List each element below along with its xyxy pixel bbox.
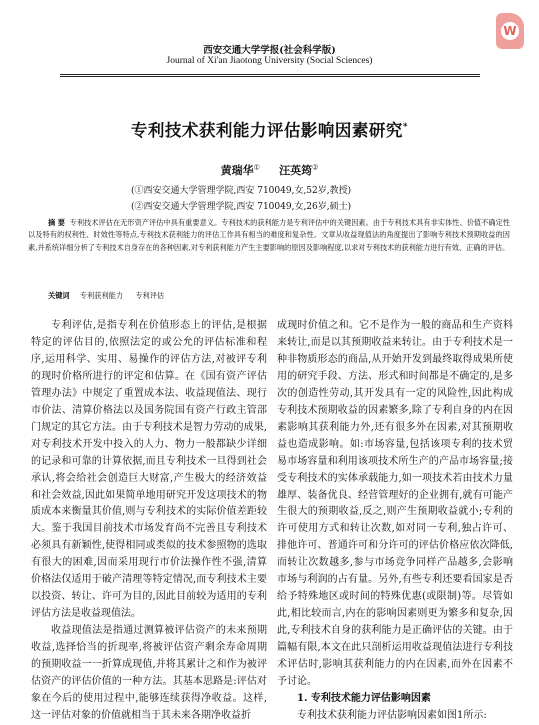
abstract	[28, 217, 510, 254]
keyword-item: 专利获利能力	[79, 291, 124, 300]
section-heading: 1. 专利技术能力评估影响因素	[297, 692, 431, 704]
body-paragraph: 专利技术获利能力评估影响因素如图1所示:	[297, 709, 487, 721]
author-1: 黄瑞华	[220, 164, 254, 177]
body-column-left	[31, 318, 267, 725]
author-line: 黄瑞华① 汪英筠②	[220, 163, 319, 177]
title-footnote-mark: *	[402, 122, 409, 133]
paper-title: 专利技术获利能力评估影响因素研究*	[130, 121, 409, 140]
body-column-right	[277, 318, 513, 725]
keyword-item: 专利评估	[135, 291, 165, 300]
header-rule-bottom	[60, 76, 480, 77]
keywords-label: 关键词	[48, 291, 70, 300]
affiliation-2: (②西安交通大学管理学院,西安 710049,女,26岁,硕士)	[131, 202, 352, 212]
header-rule-top	[60, 74, 480, 75]
affiliation-1: (①西安交通大学管理学院,西安 710049,女,52岁,教授)	[131, 186, 352, 196]
author-2: 汪英筠	[279, 164, 313, 177]
body-paragraph: 成现时价值之和。它不是作为一般的商品和生产资料来转让,而是以其预期收益来转让。由于专利技术是一种非物质形态的商品,从开始开发到最终取得成果所使用的研究手段、方法、形式和时间都是不确定的,是多次的创造性劳动,其开发具有一定的风险性,因此构成专利技术预期收益的因素繁多,除了专利自身的内在因素影响其获利能力外,还有很多外在因素,对其预期收益也造成影响。如:市场容量,包括该项专利的技术贸易市场容量和利用该项技术所生产的产品市场容量;接受专利技术的实体承载能力,如一项技术若由技术力量雄厚、装备优良、经营管理好的企业拥有,就有可能产生很大的预期收益,反之,则产生预期收益就小;专利的许可使用方式和转让次数,如对同一专利,独占许可、排他许可、普通许可和分许可的评估价格应依次降低,而转让次数越多,参与市场竞争同样产品越多,会影响市场与利润的占有量。另外,有些专利还要看国家是否给予特殊地区或时间的特殊优惠(或限制)等。尽管如此,相比较而言,内在的影响因素则更为繁多和复杂,因此,专利技术自身的获利能力是正确评估的关键。由于篇幅有限,本文在此只剖析运用收益现值法进行专利技术评估时,影响其获利能力的内在因素,而外在因素不予讨论。	[277, 320, 513, 688]
abstract-label: 摘 要	[48, 218, 65, 227]
journal-title-en: Journal of Xi'an Jiaotong University (Social Sciences)	[166, 56, 373, 66]
abstract-text: 专利技术评估在无形资产评估中具有重要意义。专利技术的获利能力是专利评估中的关键因素。由于专利技术具有非实体性、价值不确定性以及特有的权利性、时效性等特点,专利技术获利能力的评估工作具有相当的难度和复杂性。文章从收益现值法的角度提出了影响专利技术预期收益的因素,并系统详细分析了专利技术自身存在的各种因素,对专利获利能力产生主要影响的原因及影响程度,以求对专利技术的获利能力进行有效、正确的评估。	[28, 218, 510, 252]
keywords	[48, 291, 174, 301]
w-letter-icon: W	[501, 22, 519, 40]
journal-title-cn: 西安交通大学学报(社会科学版)	[203, 45, 336, 56]
body-paragraph: 专利评估,是指专利在价值形态上的评估,是根据特定的评估目的,依照法定的或公允的评估标准和程序,运用科学、实用、易操作的评估方法,对被评专利的现时价格所进行的评定和估算。在《国有资产评估管理办法》中规定了重置成本法、收益现值法、现行市价法、清算价格法以及国务院国有资产行政主管部门规定的其它方法。由于专利技术是智力劳动的成果,对专利技术开发中投入的人力、物力一般都缺少详细的记录和可靠的计算依据,而且专利技术一旦得到社会承认,将会给社会创造巨大财富,产生极大的经济效益和社会效益,因此如果简单地用研究开发这项技术的物质成本来衡量其价值,则与专利技术的实际价值差距较大。鉴于我国目前技术市场发育尚不完善且专利技术必须具有新颖性,使得相同或类似的技术参照物的选取有很大的困难,因而采用现行市价法操作性不强,清算价格法仅适用于破产清理等特定情况,而专利技术主要以投资、转让、许可为目的,因此目前较为适用的专利评估方法是收益现值法。	[31, 320, 267, 620]
body-paragraph: 收益现值法是指通过测算被评估资产的未来预期收益,选择恰当的折现率,将被评估资产剩余寿命周期的预期收益一一折算成现值,并将其累计之和作为被评估资产的评估价值的一种方法。其基本思路是:评估对象在今后的使用过程中,能够连续获得净收益。这样,这一评估对象的价值就相当于其未来各期净收益折	[31, 625, 267, 721]
